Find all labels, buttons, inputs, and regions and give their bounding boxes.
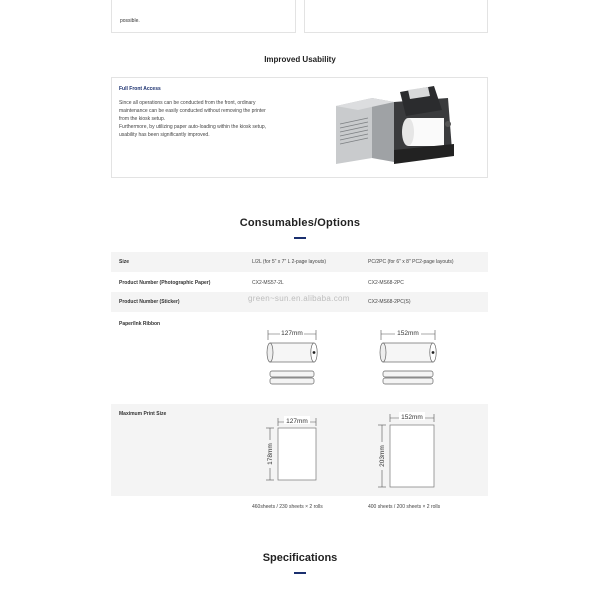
- row-label: Product Number (Photographic Paper): [119, 280, 211, 286]
- table-row: [111, 496, 488, 520]
- row-col2: CX2-MS68-2PC: [368, 280, 404, 286]
- top-card-left-text: possible.: [120, 18, 140, 24]
- consumables-underline: [294, 237, 306, 239]
- feature-line: usability has been significantly improved.: [119, 132, 210, 138]
- watermark: green~sun.en.alibaba.com: [248, 294, 350, 303]
- row-col2: PC/2PC (for 6" x 8" PC2-page layouts): [368, 259, 454, 265]
- print-size-right-drawing: [374, 409, 440, 493]
- row-col2: CX2-MS68-2PC(S): [368, 299, 411, 305]
- table-row: [111, 252, 488, 272]
- improved-usability-title: Improved Usability: [264, 55, 336, 64]
- feature-line: from the kiosk setup.: [119, 116, 166, 122]
- sheets-right: 400 sheets / 200 sheets × 2 rolls: [368, 504, 441, 510]
- print-right-width: 152mm: [401, 414, 423, 421]
- feature-title: Full Front Access: [119, 86, 161, 92]
- consumables-title: Consumables/Options: [239, 217, 361, 229]
- specifications-title: Specifications: [262, 552, 338, 564]
- row-label: Paper/Ink Ribbon: [119, 321, 161, 327]
- ribbon-152-label: 152mm: [397, 330, 419, 337]
- top-card-right: [304, 0, 489, 33]
- feature-line: maintenance can be easily conducted without removing the printer: [119, 108, 266, 114]
- feature-card: [111, 77, 488, 178]
- ribbon-152-drawing: [377, 326, 439, 388]
- feature-line: Since all operations can be conducted from the front, ordinary: [119, 100, 256, 106]
- table-row: [111, 272, 488, 292]
- specifications-underline: [294, 572, 306, 574]
- row-col1: CX2-MS57-2L: [252, 280, 284, 286]
- feature-text: [119, 99, 299, 139]
- top-cards: [111, 0, 488, 33]
- feature-line: Furthermore, by utilizing paper auto-loading within the kiosk setup,: [119, 124, 267, 130]
- ribbon-127-label: 127mm: [281, 330, 303, 337]
- print-left-height: 178mm: [267, 443, 274, 465]
- row-label: Product Number (Sticker): [119, 299, 180, 305]
- sheets-left: 460sheets / 230 sheets × 2 rolls: [252, 504, 323, 510]
- row-label: Size: [119, 259, 130, 265]
- print-left-width: 127mm: [286, 418, 308, 425]
- top-card-left: [111, 0, 296, 33]
- ribbon-127-drawing: [262, 326, 322, 388]
- printer-illustration: [330, 84, 460, 170]
- print-right-height: 203mm: [379, 445, 386, 467]
- row-col1: L/2L (for 5" x 7" L 2-page layouts): [252, 259, 327, 265]
- row-label: Maximum Print Size: [119, 411, 167, 417]
- print-size-left-drawing: [262, 414, 324, 486]
